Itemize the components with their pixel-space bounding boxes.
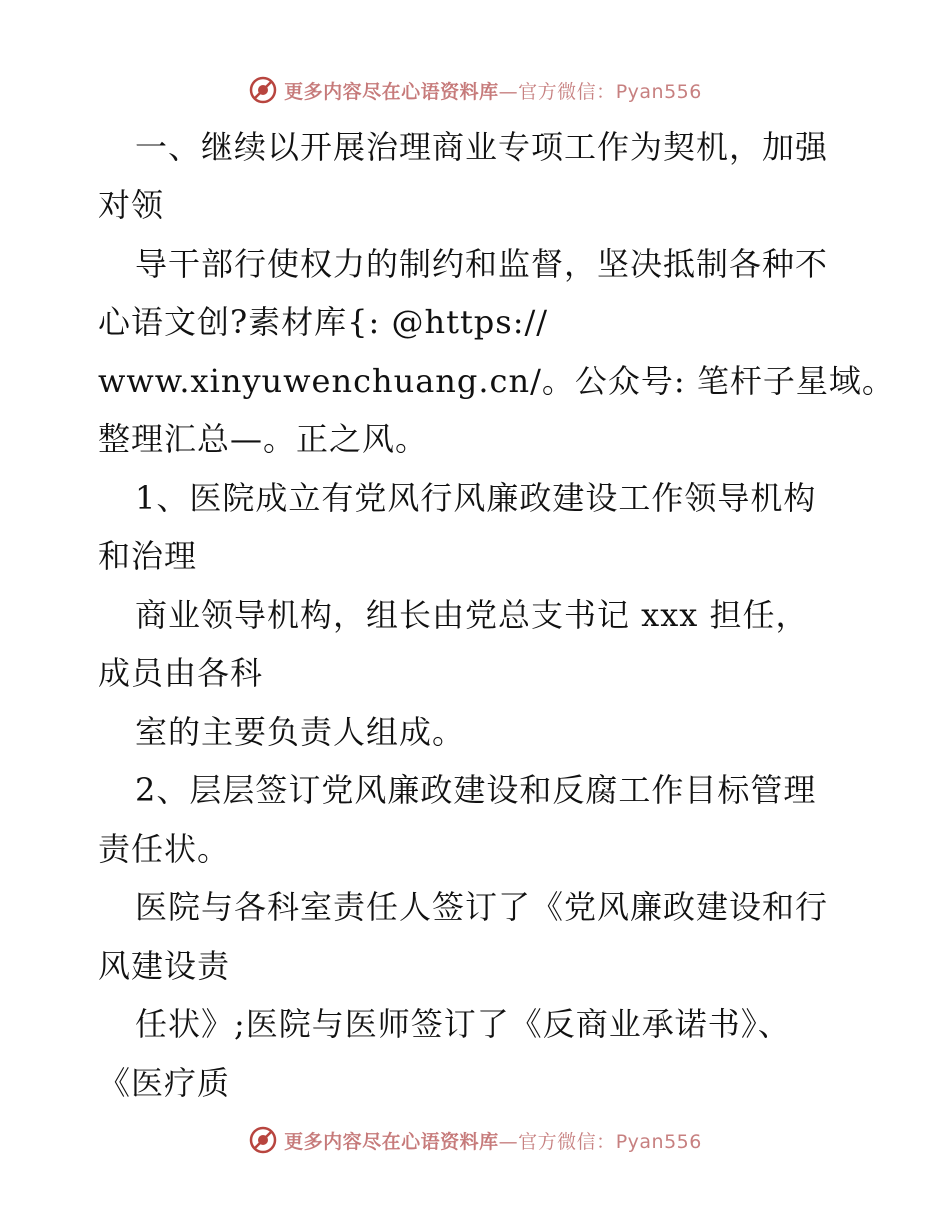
footer-banner-brand: 更多内容尽在心语资料库 bbox=[284, 1130, 499, 1153]
paragraph-line: 整理汇总—。正之风。 bbox=[98, 420, 429, 458]
header-banner-wechat-label: 官方微信： bbox=[518, 80, 616, 103]
paragraph-line: 心语文创?素材库{: @https:// bbox=[98, 303, 549, 341]
paragraph-line: 2、层层签订党风廉政建设和反腐工作目标管理 bbox=[135, 771, 817, 809]
paragraph-line: 一、继续以开展治理商业专项工作为契机，加强 bbox=[135, 128, 829, 166]
paragraph-line: 《医疗质 bbox=[98, 1064, 231, 1102]
header-banner-brand: 更多内容尽在心语资料库 bbox=[284, 80, 499, 103]
paragraph-line: 对领 bbox=[98, 186, 165, 224]
footer-banner bbox=[0, 1120, 950, 1160]
paragraph-line: 1、医院成立有党风行风廉政建设工作领导机构 bbox=[135, 479, 817, 517]
footer-banner-handle: Pyan556 bbox=[615, 1130, 702, 1153]
footer-banner-wechat-label: 官方微信： bbox=[518, 1130, 616, 1153]
paragraph-line: 责任状。 bbox=[98, 830, 231, 868]
logo-icon bbox=[248, 1125, 278, 1155]
paragraph-line: 室的主要负责人组成。 bbox=[135, 713, 466, 751]
paragraph-line: 医院与各科室责任人签订了《党风廉政建设和行 bbox=[135, 888, 829, 926]
paragraph-line: 商业领导机构，组长由党总支书记 xxx 担任， bbox=[135, 596, 809, 634]
paragraph-line: www.xinyuwenchuang.cn/。公众号: 笔杆子星域。 bbox=[98, 362, 895, 400]
paragraph-line: 风建设责 bbox=[98, 947, 231, 985]
header-banner-handle: Pyan556 bbox=[615, 80, 702, 103]
paragraph-line: 任状》;医院与医师签订了《反商业承诺书》、 bbox=[135, 1005, 791, 1043]
footer-banner-dash: — bbox=[498, 1130, 519, 1153]
paragraph-line: 导干部行使权力的制约和监督，坚决抵制各种不 bbox=[135, 245, 829, 283]
footer-banner-text bbox=[284, 1127, 702, 1154]
header-banner-dash: — bbox=[498, 80, 519, 103]
paragraph-line: 成员由各科 bbox=[98, 654, 264, 692]
paragraph-line: 和治理 bbox=[98, 537, 198, 575]
